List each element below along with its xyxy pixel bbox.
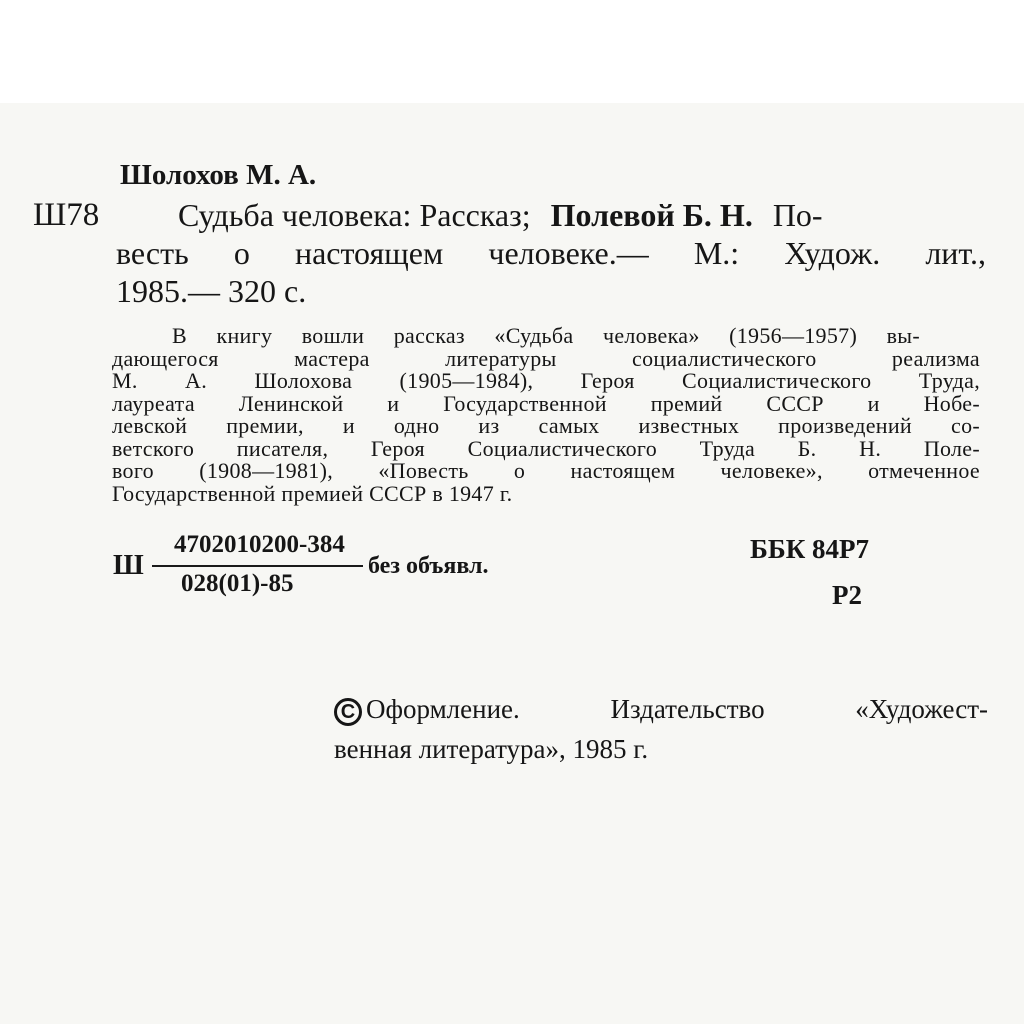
classification-numerator: 4702010200-384 <box>174 531 345 558</box>
copyright-line <box>334 689 994 729</box>
bibliographic-line <box>116 272 986 310</box>
annotation-line: М. А. Шолохова (1905—1984), Героя Социалистического Труда, <box>112 368 980 393</box>
second-author: Полевой Б. Н. <box>550 197 753 233</box>
copyright-icon: C <box>334 698 362 726</box>
annotation <box>112 325 980 505</box>
annotation-line: вого (1908—1981), «Повесть о настоящем человеке», отмеченное <box>112 458 980 483</box>
annotation-line: дающегося мастера литературы социалистического реализма <box>112 345 980 371</box>
bibliographic-line <box>116 234 986 272</box>
year-pages: 1985.— 320 с. <box>116 273 307 309</box>
fraction-bar <box>152 565 363 567</box>
annotation-line: лауреата Ленинской и Государственной премий СССР и Нобе- <box>112 390 980 416</box>
bibliographic-line <box>116 196 986 234</box>
author-name: Шолохов М. А. <box>120 159 317 191</box>
annotation-line: Государственной премией СССР в 1947 г. <box>112 480 513 506</box>
annotation-line: ветского писателя, Героя Социалистического Труда Б. Н. Поле- <box>112 435 980 461</box>
copyright-notice <box>334 689 994 769</box>
copyright-text-1: Оформление. Издательство «Художест- <box>366 694 988 724</box>
bibliographic-entry <box>116 196 986 310</box>
publication-line: весть о настоящем человеке.— М.: Худож. лит., <box>116 235 986 271</box>
index-code: Р2 <box>832 580 862 610</box>
annotation-line: В книгу вошли рассказ «Судьба человека» (1956—1957) вы- <box>172 323 920 348</box>
classification-denominator: 028(01)-85 <box>181 570 294 597</box>
book-title: Судьба человека: Рассказ; <box>178 197 531 233</box>
annotation-line: левской премии, и одно из самых известных произведений со- <box>112 413 980 438</box>
catalog-code: Ш78 <box>33 197 100 233</box>
copyright-line: венная литература», 1985 г. <box>334 734 649 764</box>
bbk-code: ББК 84Р7 <box>750 534 870 564</box>
classification-note: без объявл. <box>368 553 489 579</box>
title-fragment: По- <box>772 197 823 233</box>
classification-prefix: Ш <box>113 550 144 581</box>
